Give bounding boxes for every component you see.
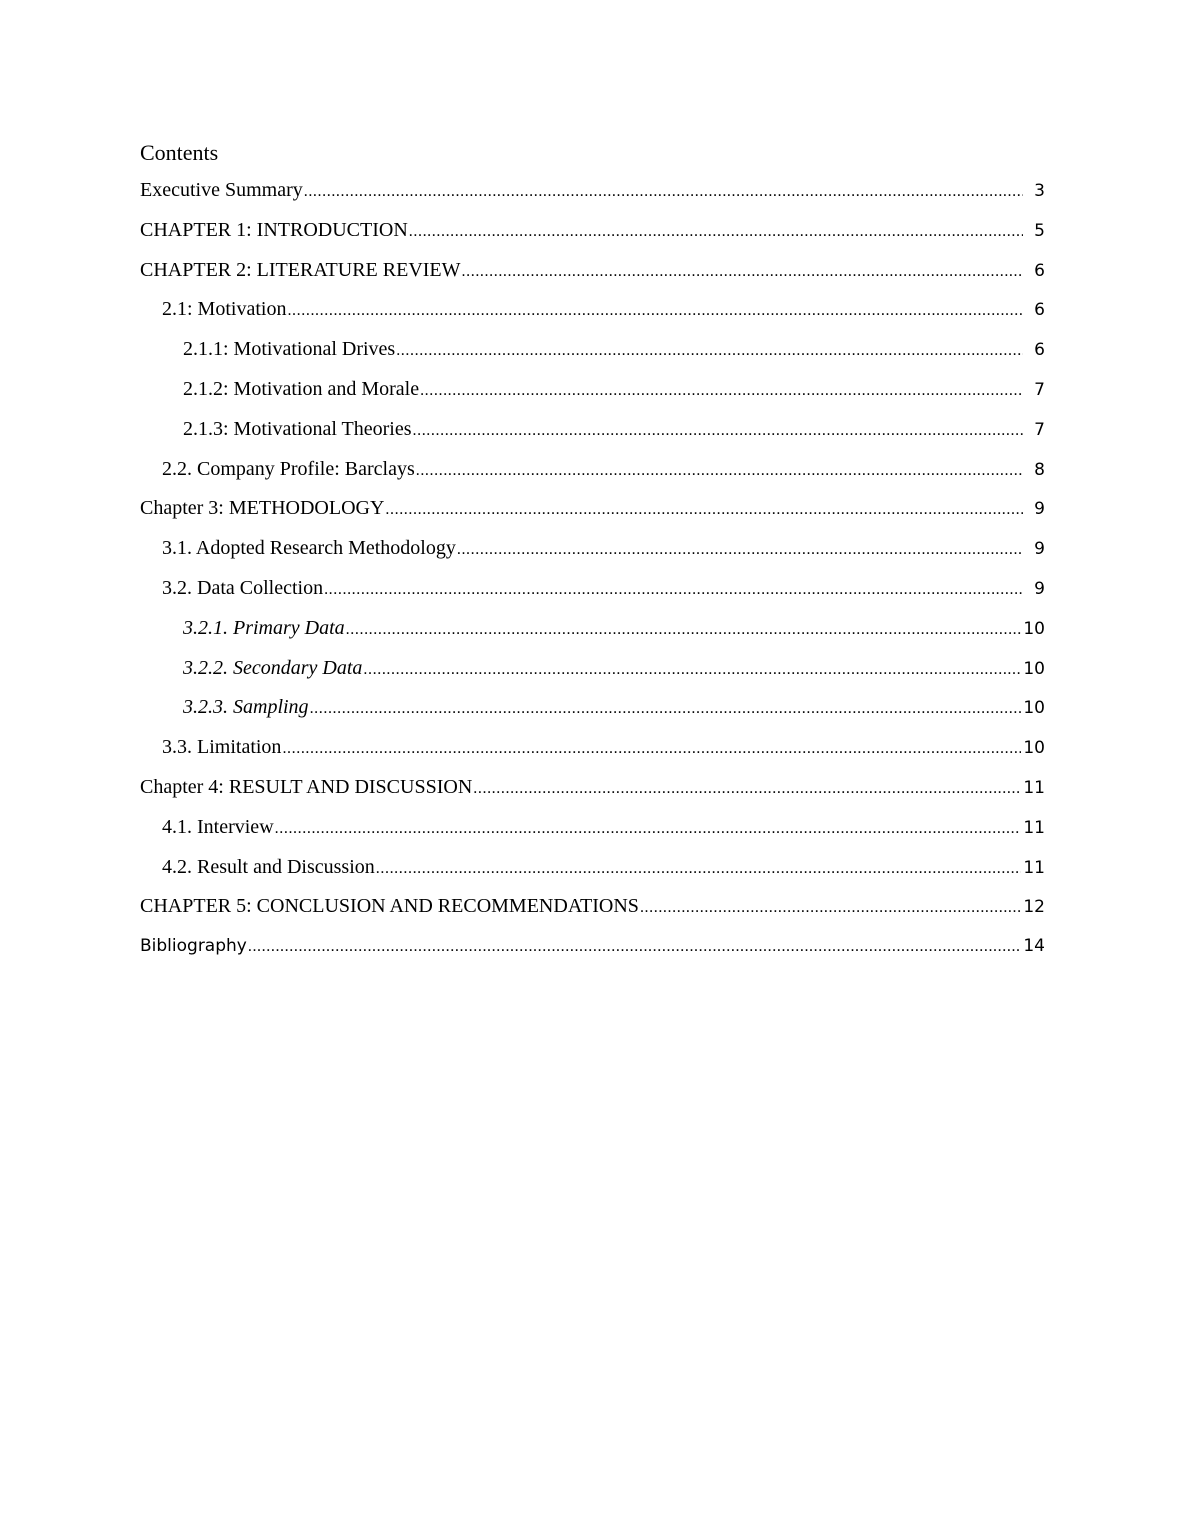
toc-dot-leader [473, 777, 1021, 801]
table-of-contents [140, 138, 1045, 974]
toc-dot-leader [287, 299, 1023, 323]
toc-dot-leader [462, 260, 1023, 284]
toc-entry[interactable] [140, 337, 1045, 377]
toc-entry-label: 2.2. Company Profile: Barclays [162, 457, 415, 480]
toc-entry-page: 10 [1023, 738, 1045, 759]
toc-entry[interactable] [140, 576, 1045, 616]
toc-entry[interactable] [140, 735, 1045, 775]
toc-dot-leader [376, 857, 1022, 881]
toc-entry-page: 11 [1023, 777, 1045, 798]
toc-entry-label: 3.2.3. Sampling [183, 696, 309, 719]
toc-entry-page: 3 [1034, 181, 1045, 201]
toc-entry-page: 10 [1023, 618, 1045, 639]
toc-entry-label: Executive Summary [140, 179, 303, 201]
toc-entry-page: 8 [1034, 459, 1045, 480]
toc-entry-page: 6 [1034, 260, 1045, 281]
toc-entry[interactable] [140, 815, 1045, 855]
toc-entry-label: 2.1.2: Motivation and Morale [183, 377, 420, 400]
toc-entry-label: 4.1. Interview [162, 815, 274, 838]
toc-entry[interactable] [140, 934, 1045, 974]
toc-entry-page: 5 [1034, 220, 1045, 241]
toc-entry-label: 2.1.3: Motivational Theories [183, 417, 412, 440]
toc-dot-leader [310, 697, 1022, 721]
toc-dot-leader [304, 180, 1023, 204]
toc-dot-leader [275, 817, 1022, 841]
toc-dot-leader [640, 896, 1021, 920]
toc-entry-label: Chapter 3: METHODOLOGY [140, 497, 385, 520]
toc-dot-leader [282, 737, 1021, 761]
toc-entry-label: 3.2.2. Secondary Data [183, 656, 363, 679]
toc-entry-label: 3.2. Data Collection [162, 576, 324, 599]
toc-entry[interactable] [140, 775, 1045, 815]
toc-entry-page: 10 [1023, 658, 1045, 679]
toc-dot-leader [457, 538, 1023, 562]
toc-entry-page: 9 [1034, 578, 1045, 599]
toc-dot-leader [396, 339, 1023, 363]
toc-dot-leader [324, 578, 1023, 602]
toc-dot-leader [363, 658, 1021, 682]
toc-entry[interactable] [140, 656, 1045, 696]
toc-entry[interactable] [140, 457, 1045, 497]
toc-entry-page: 10 [1023, 698, 1045, 719]
toc-entry-label: 4.2. Result and Discussion [162, 855, 375, 878]
toc-entry[interactable] [140, 297, 1045, 337]
toc-entry[interactable] [140, 695, 1045, 735]
toc-dot-leader [385, 498, 1023, 522]
toc-entry-page: 6 [1034, 340, 1045, 361]
toc-entry-label: 2.1.1: Motivational Drives [183, 338, 396, 361]
toc-entry-label: 2.1: Motivation [162, 298, 287, 321]
toc-entry-label: CHAPTER 2: LITERATURE REVIEW [140, 258, 461, 281]
toc-entry-page: 12 [1023, 897, 1045, 918]
toc-entry-label: CHAPTER 1: INTRODUCTION [140, 218, 408, 241]
toc-dot-leader [420, 379, 1023, 403]
toc-dot-leader [248, 935, 1022, 959]
toc-entry-label: 3.2.1. Primary Data [183, 616, 345, 639]
toc-entry[interactable] [140, 258, 1045, 298]
toc-title: Contents [140, 140, 219, 165]
toc-entry[interactable] [140, 616, 1045, 656]
toc-entry[interactable] [140, 496, 1045, 536]
toc-entry[interactable] [140, 178, 1045, 218]
toc-entry-page: 7 [1034, 379, 1045, 400]
toc-entry-page: 11 [1023, 857, 1045, 878]
toc-dot-leader [413, 419, 1024, 443]
toc-entry-page: 14 [1023, 936, 1045, 957]
toc-entry[interactable] [140, 855, 1045, 895]
toc-dot-leader [409, 220, 1023, 244]
toc-entry-label: 3.1. Adopted Research Methodology [162, 537, 456, 560]
toc-entry-page: 7 [1034, 419, 1045, 440]
toc-dot-leader [416, 459, 1023, 483]
toc-entry[interactable] [140, 894, 1045, 934]
toc-entry-label: Chapter 4: RESULT AND DISCUSSION [140, 775, 473, 798]
toc-entry-label: CHAPTER 5: CONCLUSION AND RECOMMENDATIONS [140, 895, 639, 918]
toc-entry[interactable] [140, 218, 1045, 258]
toc-dot-leader [346, 618, 1022, 642]
toc-entry[interactable] [140, 377, 1045, 417]
toc-entry-page: 9 [1034, 499, 1045, 520]
toc-entry[interactable] [140, 536, 1045, 576]
toc-entry[interactable] [140, 417, 1045, 457]
toc-entry-page: 11 [1023, 817, 1045, 838]
toc-entry-label: Bibliography [140, 936, 247, 957]
toc-entry-label: 3.3. Limitation [162, 736, 282, 759]
toc-entry-page: 6 [1034, 300, 1045, 321]
toc-entry-page: 9 [1034, 539, 1045, 560]
